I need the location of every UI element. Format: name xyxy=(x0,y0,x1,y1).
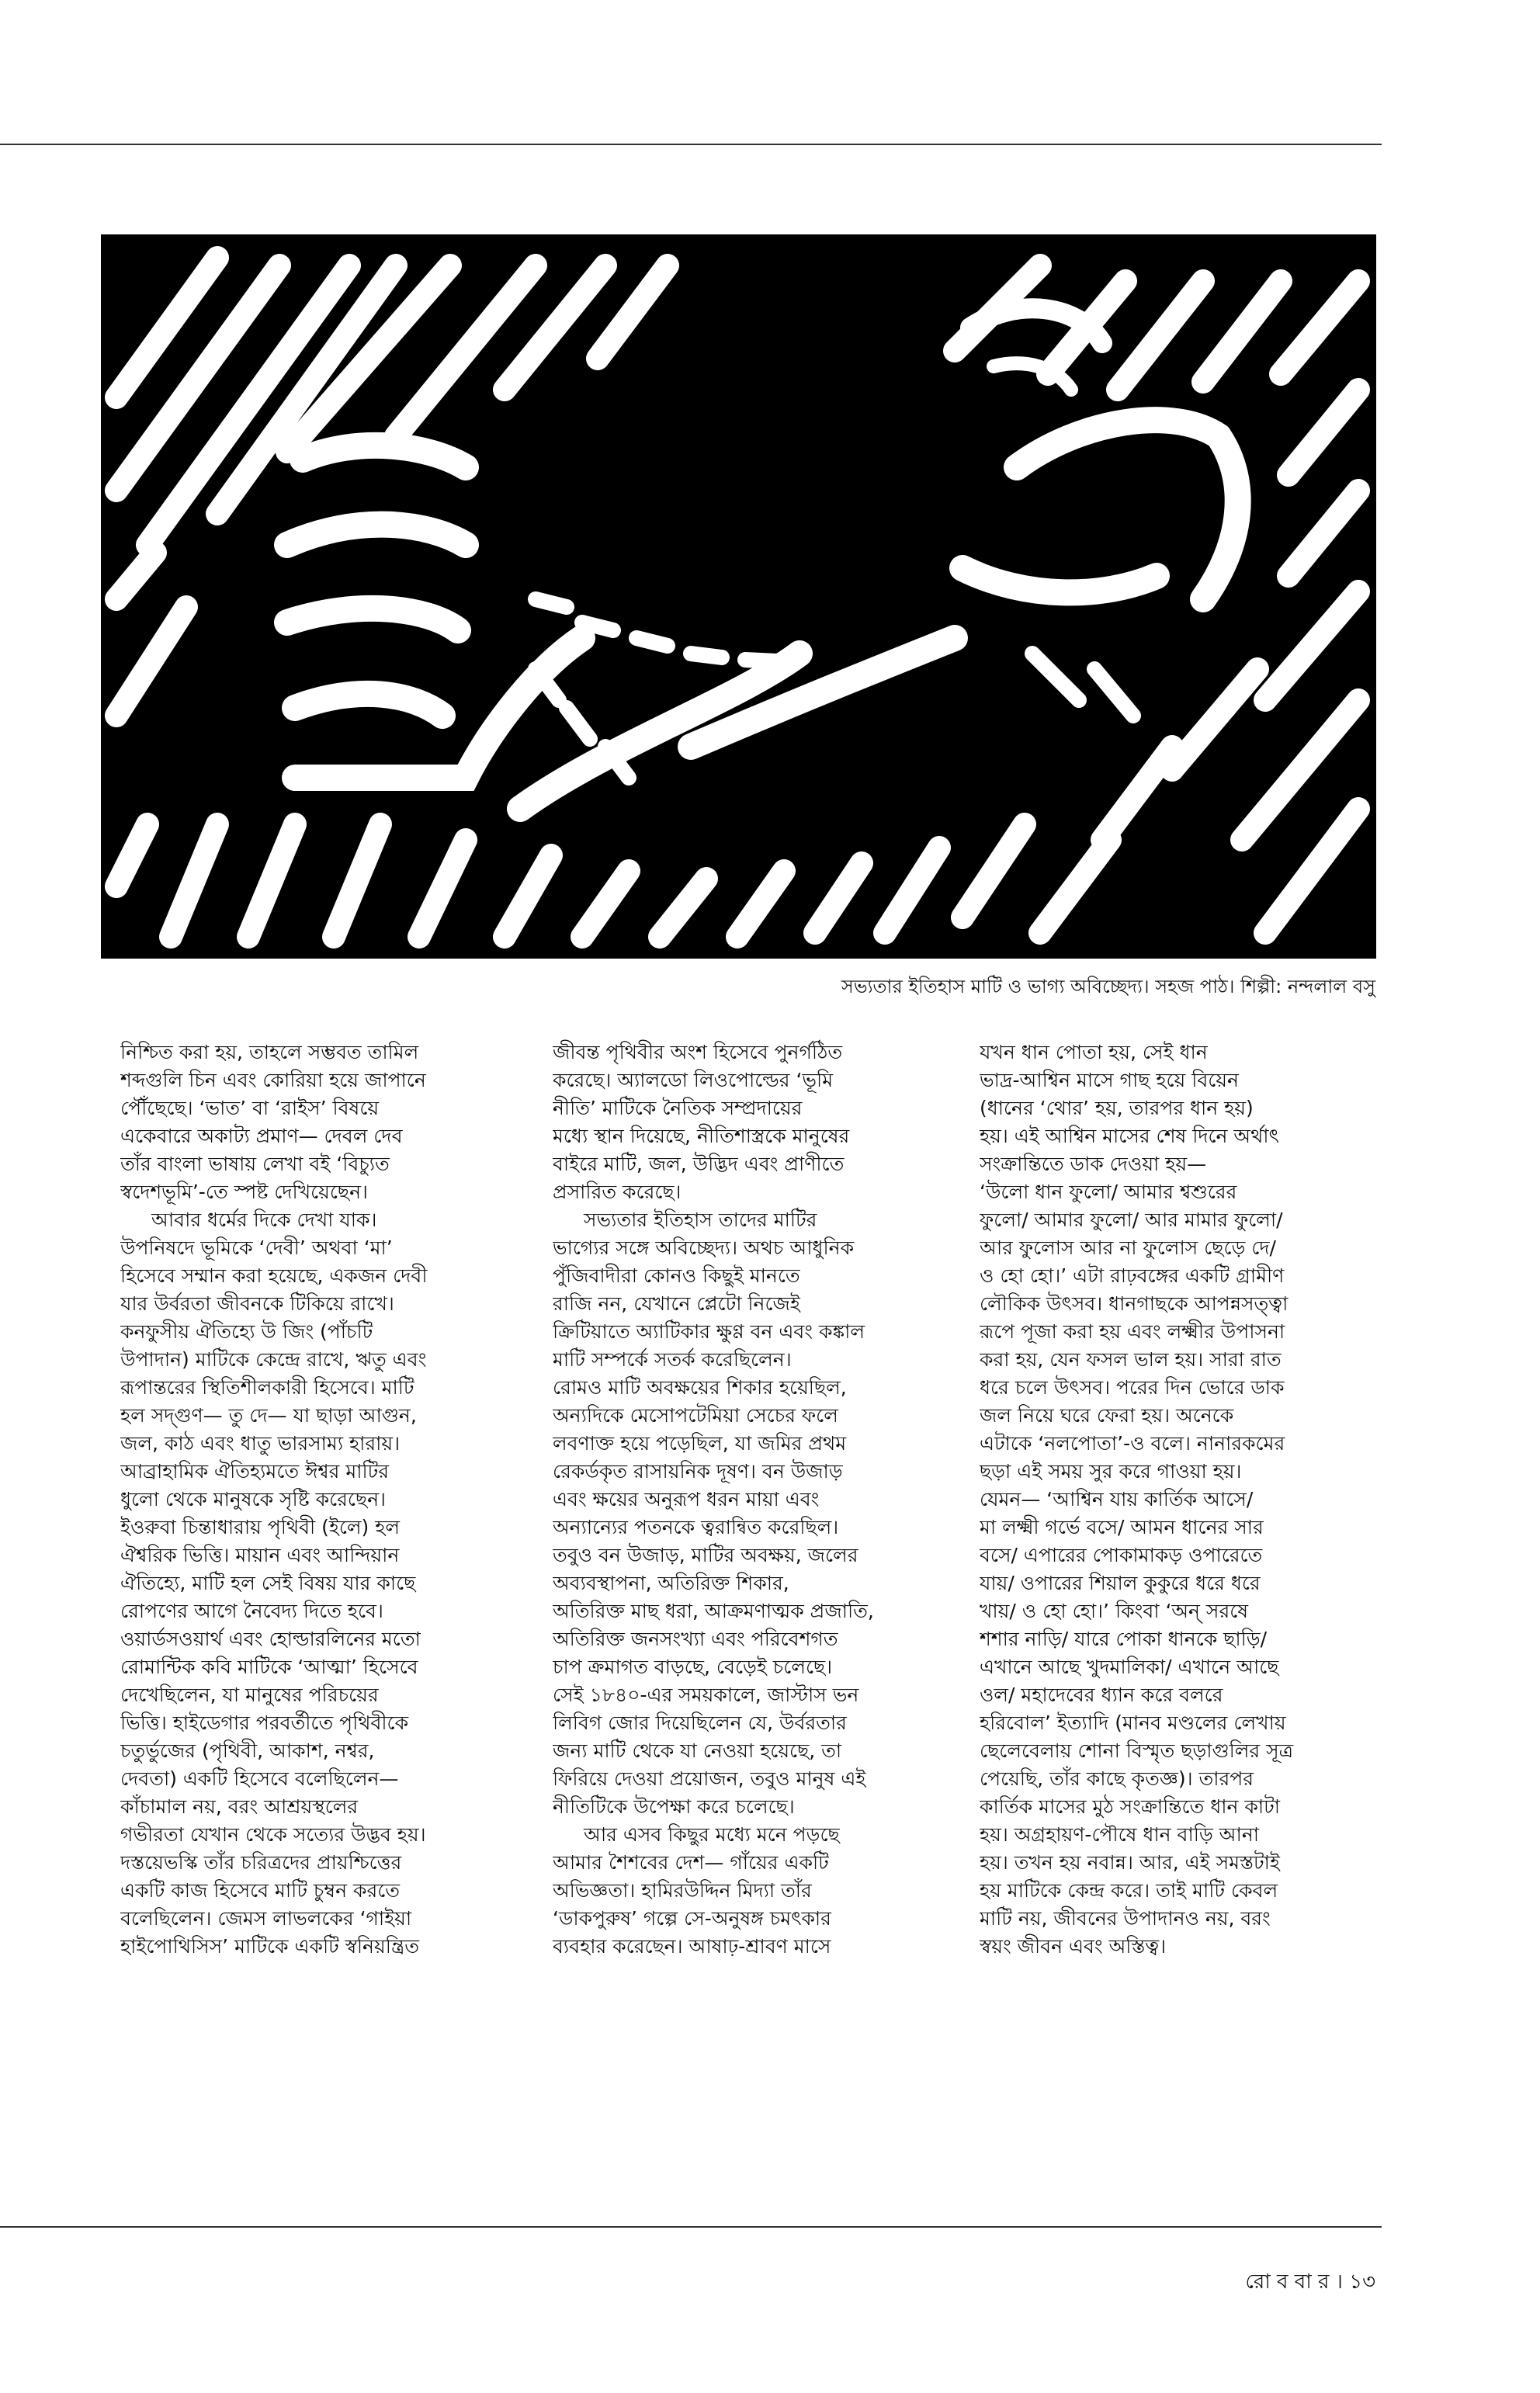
text-line: বাইরে মাটি, জল, উদ্ভিদ এবং প্রাণীতে xyxy=(553,1153,845,1175)
text-line: (ধানের ‘থোর’ হয়, তারপর ধান হয়) xyxy=(980,1097,1254,1119)
text-line: ‘ডাকপুরুষ’ গল্পে সে-অনুষঙ্গ চমৎকার xyxy=(553,1907,831,1930)
text-line: যার উর্বরতা জীবনকে টিকিয়ে রাখে। xyxy=(120,1292,394,1315)
text-line: শব্দগুলি চিন এবং কোরিয়া হয়ে জাপানে xyxy=(120,1069,426,1091)
text-line: একেবারে অকাট্য প্রমাণ— দেবল দেব xyxy=(120,1125,403,1147)
text-line: খায়/ ও হো হো।’ কিংবা ‘অন্ সরষে xyxy=(980,1600,1249,1622)
text-line: দস্তয়েভস্কি তাঁর চরিত্রদের প্রায়শ্চিত্তের xyxy=(120,1851,402,1874)
text-line: যেমন— ‘আশ্বিন যায় কার্তিক আসে/ xyxy=(980,1488,1254,1510)
page-number: ১৩ xyxy=(1349,2270,1375,2294)
text-line: তবুও বন উজাড়, মাটির অবক্ষয়, জলের xyxy=(553,1544,858,1566)
text-line: জল, কাঠ এবং ধাতু ভারসাম্য হারায়। xyxy=(120,1432,401,1455)
text-line: করেছে। অ্যালডো লিওপোল্ডের ‘ভূমি xyxy=(553,1069,834,1091)
text-line: হয়। তখন হয় নবান্ন। আর, এই সমস্তটাই xyxy=(980,1851,1280,1874)
top-rule xyxy=(0,144,1382,145)
text-line: নীতি’ মাটিকে নৈতিক সম্প্রদায়ের xyxy=(553,1097,803,1119)
text-line: ফিরিয়ে দেওয়া প্রয়োজন, তবুও মানুষ এই xyxy=(553,1767,866,1790)
text-line: রোমান্টিক কবি মাটিকে ‘আত্মা’ হিসেবে xyxy=(120,1656,418,1678)
text-line: ভিত্তি। হাইডেগার পরবর্তীতে পৃথিবীকে xyxy=(120,1712,409,1734)
text-line: অব্যবস্থাপনা, অতিরিক্ত শিকার, xyxy=(553,1572,789,1594)
text-line: লৌকিক উৎসব। ধানগাছকে আপন্নসত্ত্বা xyxy=(980,1292,1289,1315)
text-line: হাইপোথিসিস’ মাটিকে একটি স্বনিয়ন্ত্রিত xyxy=(120,1935,419,1958)
text-line: স্বয়ং জীবন এবং অস্তিত্ব। xyxy=(980,1935,1167,1958)
text-line: অতিরিক্ত মাছ ধরা, আক্রমণাত্মক প্রজাতি, xyxy=(553,1600,874,1622)
text-line: বসে/ এপারের পোকামাকড় ওপারেতে xyxy=(980,1544,1263,1566)
text-line: কাঁচামাল নয়, বরং আশ্রয়স্থলের xyxy=(120,1795,359,1818)
text-line: হয়। এই আশ্বিন মাসের শেষ দিনে অর্থাৎ xyxy=(980,1125,1279,1147)
text-line: অন্যদিকে মেসোপটেমিয়া সেচের ফলে xyxy=(553,1404,838,1427)
text-line: অন্যান্যের পতনকে ত্বরান্বিত করেছিল। xyxy=(553,1516,839,1538)
text-line: পুঁজিবাদীরা কোনও কিছুই মানতে xyxy=(553,1264,800,1287)
text-line: দেবতা) একটি হিসেবে বলেছিলেন— xyxy=(120,1767,399,1790)
text-line: রাজি নন, যেখানে প্লেটো নিজেই xyxy=(553,1292,800,1315)
text-line: রেকর্ডকৃত রাসায়নিক দূষণ। বন উজাড় xyxy=(553,1460,843,1483)
text-line: জল নিয়ে ঘরে ফেরা হয়। অনেকে xyxy=(980,1404,1234,1427)
text-line: পেয়েছি, তাঁর কাছে কৃতজ্ঞ)। তারপর xyxy=(980,1767,1254,1790)
linocut-illustration xyxy=(101,234,1376,959)
hatching-marks xyxy=(116,258,1358,937)
text-line: ছড়া এই সময় সুর করে গাওয়া হয়। xyxy=(980,1460,1242,1483)
text-line: ভাগ্যের সঙ্গে অবিচ্ছেদ্য। অথচ আধুনিক xyxy=(553,1236,855,1259)
text-line: জীবন্ত পৃথিবীর অংশ হিসেবে পুনর্গঠিত xyxy=(553,1041,843,1063)
text-line: ছেলেবেলায় শোনা বিস্মৃত ছড়াগুলির সূত্র xyxy=(980,1739,1293,1762)
text-line: ব্যবহার করেছেন। আষাঢ়-শ্রাবণ মাসে xyxy=(553,1935,831,1958)
text-line: মা লক্ষ্মী গর্ভে বসে/ আমন ধানের সার xyxy=(980,1516,1264,1538)
text-line: চাপ ক্রমাগত বাড়ছে, বেড়েই চলেছে। xyxy=(553,1656,833,1678)
text-line: লবণাক্ত হয়ে পড়েছিল, যা জমির প্রথম xyxy=(553,1432,847,1455)
text-line: গভীরতা যেখান থেকে সত্যের উদ্ভব হয়। xyxy=(120,1823,426,1846)
text-line: আর এসব কিছুর মধ্যে মনে পড়ছে xyxy=(584,1823,840,1846)
text-line: আর ফুলোস আর না ফুলোস ছেড়ে দে/ xyxy=(980,1236,1276,1259)
text-line: এবং ক্ষয়ের অনুরূপ ধরন মায়া এবং xyxy=(553,1488,820,1510)
text-line: ইওরুবা চিন্তাধারায় পৃথিবী (ইলে) হল xyxy=(120,1516,400,1538)
text-line: ওল/ মহাদেবের ধ্যান করে বলরে xyxy=(980,1684,1223,1706)
text-line: তাঁর বাংলা ভাষায় লেখা বই ‘বিচ্যুত xyxy=(120,1153,390,1175)
text-line: ক্রিটিয়াতে অ্যাটিকার ক্ষুণ্ণ বন এবং কঙ্কাল xyxy=(553,1320,865,1343)
text-line: হয়। অগ্রহায়ণ-পৌষে ধান বাড়ি আনা xyxy=(980,1823,1259,1846)
text-line: আমার শৈশবের দেশ— গাঁয়ের একটি xyxy=(553,1851,829,1874)
text-line: এটাকে ‘নলপোতা’-ও বলে। নানারকমের xyxy=(980,1432,1285,1455)
text-line: প্রসারিত করেছে। xyxy=(553,1181,682,1203)
text-line: ঐশ্বরিক ভিত্তি। মায়ান এবং আন্দিয়ান xyxy=(120,1544,400,1566)
text-line: আব্রাহামিক ঐতিহ্যমতে ঈশ্বর মাটির xyxy=(120,1460,390,1483)
text-line: ধুলো থেকে মানুষকে সৃষ্টি করেছেন। xyxy=(120,1488,386,1510)
text-column-1 xyxy=(120,1039,516,1961)
text-line: ওয়ার্ডসওয়ার্থ এবং হোল্ডারলিনের মতো xyxy=(120,1628,421,1650)
text-line: ধরে চলে উৎসব। পরের দিন ভোরে ডাক xyxy=(980,1376,1285,1399)
text-line: করা হয়, যেন ফসল ভাল হয়। সারা রাত xyxy=(980,1348,1282,1371)
text-line: চতুর্ভুজের (পৃথিবী, আকাশ, নশ্বর, xyxy=(120,1739,375,1762)
text-line: সভ্যতার ইতিহাস তাদের মাটির xyxy=(584,1209,817,1231)
text-line: মাটি সম্পর্কে সতর্ক করেছিলেন। xyxy=(553,1348,792,1371)
bottom-rule xyxy=(0,2226,1382,2228)
text-line: ও হো হো।’ এটা রাঢ়বঙ্গের একটি গ্রামীণ xyxy=(980,1264,1285,1287)
text-column-3 xyxy=(980,1039,1375,1961)
text-column-2 xyxy=(553,1039,941,1961)
text-line: হরিবোল’ ইত্যাদি (মানব মণ্ডলের লেখায় xyxy=(980,1712,1286,1734)
text-line: ঐতিহ্যে, মাটি হল সেই বিষয় যার কাছে xyxy=(120,1572,416,1594)
publication-name: রো ব বা র xyxy=(1245,2270,1330,2294)
linocut-artwork xyxy=(101,234,1376,959)
text-line: মধ্যে স্থান দিয়েছে, নীতিশাস্ত্রকে মানুষের xyxy=(553,1125,850,1147)
text-line: হিসেবে সম্মান করা হয়েছে, একজন দেবী xyxy=(120,1264,428,1287)
text-line: বলেছিলেন। জেমস লাভলকের ‘গাইয়া xyxy=(120,1907,412,1930)
text-line: মাটি নয়, জীবনের উপাদানও নয়, বরং xyxy=(980,1907,1271,1930)
page-folio xyxy=(1149,2268,1375,2296)
text-line: আবার ধর্মের দিকে দেখা যাক। xyxy=(151,1209,377,1231)
text-line: জন্য মাটি থেকে যা নেওয়া হয়েছে, তা xyxy=(553,1739,842,1762)
text-line: হল সদ্গুণ— তু দে— যা ছাড়া আগুন, xyxy=(120,1404,417,1427)
text-line: সংক্রান্তিতে ডাক দেওয়া হয়— xyxy=(980,1153,1207,1175)
text-line: অতিরিক্ত জনসংখ্যা এবং পরিবেশগত xyxy=(553,1628,838,1650)
image-caption: সভ্যতার ইতিহাস মাটি ও ভাগ্য অবিচ্ছেদ্য। সহজ পাঠ। শিল্পী: নন্দলাল বসু xyxy=(841,976,1375,997)
text-line: ফুলো/ আমার ফুলো/ আর মামার ফুলো/ xyxy=(980,1209,1283,1231)
text-line: উপনিষদে ভূমিকে ‘দেবী’ অথবা ‘মা’ xyxy=(120,1236,393,1259)
text-line: শশার নাড়ি/ যারে পোকা ধানকে ছাড়ি/ xyxy=(980,1628,1268,1650)
text-line: পৌঁছেছে। ‘ভাত’ বা ‘রাইস’ বিষয়ে xyxy=(120,1097,380,1119)
text-line: লিবিগ জোর দিয়েছিলেন যে, উর্বরতার xyxy=(553,1712,847,1734)
text-line: কার্তিক মাসের মুঠ সংক্রান্তিতে ধান কাটা xyxy=(980,1795,1280,1818)
text-line: যায়/ ওপারের শিয়াল কুকুরে ধরে ধরে xyxy=(980,1572,1261,1594)
text-line: হয় মাটিকে কেন্দ্র করে। তাই মাটি কেবল xyxy=(980,1879,1278,1902)
text-line: নীতিটিকে উপেক্ষা করে চলেছে। xyxy=(553,1795,795,1818)
text-line: রোমও মাটি অবক্ষয়ের শিকার হয়েছিল, xyxy=(553,1376,847,1399)
text-line: অভিজ্ঞতা। হামিরউদ্দিন মিদ্যা তাঁর xyxy=(553,1879,812,1902)
text-line: রূপে পূজা করা হয় এবং লক্ষ্মীর উপাসনা xyxy=(980,1320,1285,1343)
text-line: যখন ধান পোতা হয়, সেই ধান xyxy=(980,1041,1208,1063)
text-line: দেখেছিলেন, যা মানুষের পরিচয়ের xyxy=(120,1684,379,1706)
text-line: একটি কাজ হিসেবে মাটি চুম্বন করতে xyxy=(120,1879,401,1902)
text-line: রোপণের আগে নৈবেদ্য দিতে হবে। xyxy=(120,1600,383,1622)
text-line: কনফুসীয় ঐতিহ্যে উ জিং (পাঁচটি xyxy=(120,1320,373,1343)
text-line: নিশ্চিত করা হয়, তাহলে সম্ভবত তামিল xyxy=(120,1041,419,1063)
text-line: স্বদেশভূমি’-তে স্পষ্ট দেখিয়েছেন। xyxy=(120,1181,368,1203)
text-line: উপাদান) মাটিকে কেন্দ্রে রাখে, ঋতু এবং xyxy=(120,1348,427,1371)
text-line: এখানে আছে খুদমালিকা/ এখানে আছে xyxy=(980,1656,1279,1678)
folio-separator: । xyxy=(1335,2270,1343,2294)
text-line: সেই ১৮৪০-এর সময়কালে, জাস্টাস ভন xyxy=(553,1684,859,1706)
text-line: রূপান্তরের স্থিতিশীলকারী হিসেবে। মাটি xyxy=(120,1376,414,1399)
text-line: ‘উলো ধান ফুলো/ আমার শ্বশুরের xyxy=(980,1181,1237,1203)
text-line: ভাদ্র-আশ্বিন মাসে গাছ হয়ে বিয়েন xyxy=(980,1069,1239,1091)
